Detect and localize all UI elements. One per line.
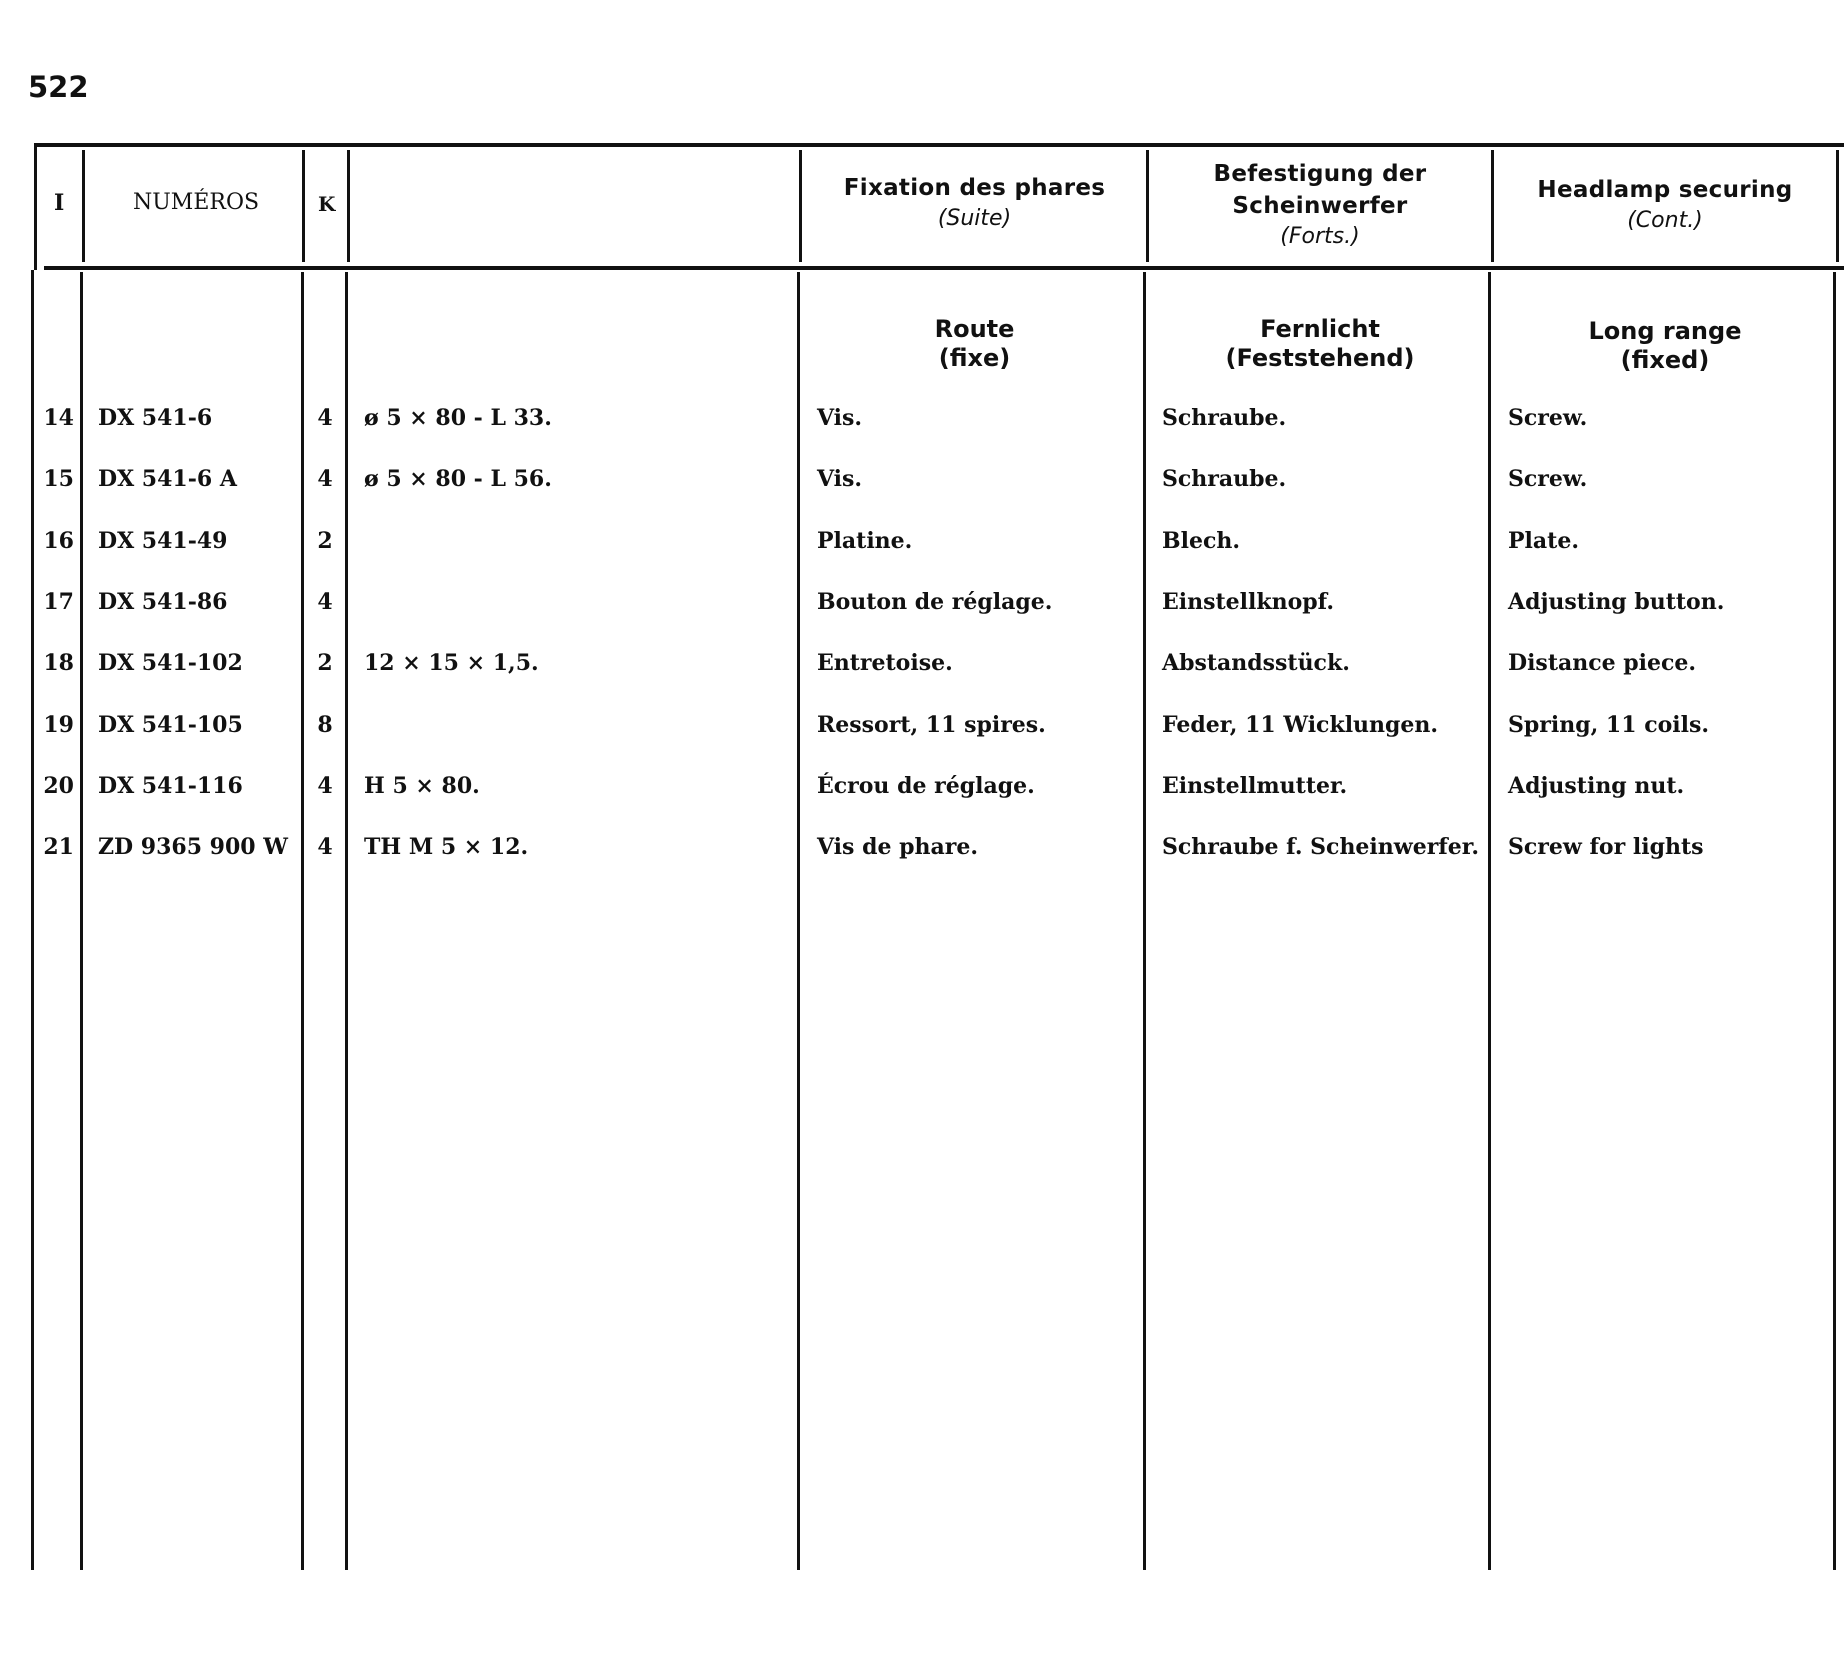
column-rule <box>1143 272 1146 1570</box>
row-quantity: 4 <box>317 773 333 799</box>
row-ref: 20 <box>43 773 74 799</box>
row-desc-german: Schraube. <box>1162 466 1287 492</box>
column-rule <box>345 272 348 1570</box>
header-bottom-rule <box>44 266 1844 270</box>
row-desc-english: Screw. <box>1508 405 1588 431</box>
header-french-subtitle: (Suite) <box>937 206 1012 231</box>
column-rule <box>799 150 802 262</box>
row-spec: 12 × 15 × 1,5. <box>364 650 539 676</box>
row-quantity: 4 <box>317 834 333 860</box>
section-french-line1: Route <box>934 315 1015 343</box>
row-ref: 15 <box>43 466 74 492</box>
row-spec: ø 5 × 80 - L 56. <box>364 466 552 492</box>
row-desc-german: Abstandsstück. <box>1162 650 1350 676</box>
header-english-title: Headlamp securing <box>1537 177 1793 203</box>
section-english <box>1494 317 1836 375</box>
row-part-number: DX 541-6 A <box>98 466 237 492</box>
row-desc-french: Ressort, 11 spires. <box>817 712 1046 738</box>
header-french <box>803 172 1146 234</box>
row-desc-german: Einstellknopf. <box>1162 589 1335 615</box>
section-french-line2: (fixe) <box>938 344 1011 372</box>
row-desc-french: Vis. <box>817 466 863 492</box>
header-col-k: K <box>318 192 336 216</box>
row-part-number: DX 541-116 <box>98 773 243 799</box>
row-spec: TH M 5 × 12. <box>364 834 529 860</box>
section-german-line2: (Feststehend) <box>1225 344 1415 372</box>
column-rule <box>1488 272 1491 1570</box>
row-part-number: DX 541-102 <box>98 650 243 676</box>
row-quantity: 2 <box>317 650 333 676</box>
row-ref: 21 <box>43 834 74 860</box>
row-desc-french: Bouton de réglage. <box>817 589 1053 615</box>
row-ref: 16 <box>43 528 74 554</box>
column-rule <box>82 150 85 262</box>
row-desc-english: Adjusting button. <box>1508 589 1725 615</box>
column-rule <box>34 143 37 270</box>
header-french-title: Fixation des phares <box>843 175 1106 201</box>
header-top-rule <box>34 143 1844 147</box>
row-quantity: 4 <box>317 466 333 492</box>
row-ref: 19 <box>43 712 74 738</box>
header-col-numeros: NUMÉROS <box>133 190 260 215</box>
column-rule <box>1833 272 1836 1570</box>
row-ref: 17 <box>43 589 74 615</box>
header-german <box>1149 158 1491 252</box>
row-desc-english: Screw. <box>1508 466 1588 492</box>
row-spec: ø 5 × 80 - L 33. <box>364 405 552 431</box>
section-french <box>803 315 1146 373</box>
column-rule <box>80 272 83 1570</box>
row-desc-english: Adjusting nut. <box>1508 773 1685 799</box>
row-quantity: 4 <box>317 589 333 615</box>
header-col-i: I <box>54 190 65 216</box>
header-german-subtitle: (Forts.) <box>1280 224 1360 249</box>
row-desc-german: Schraube. <box>1162 405 1287 431</box>
column-rule <box>797 272 800 1570</box>
row-ref: 14 <box>43 405 74 431</box>
row-desc-french: Platine. <box>817 528 913 554</box>
section-german-line1: Fernlicht <box>1260 315 1380 343</box>
column-rule <box>302 150 305 262</box>
header-german-title-line1: Befestigung der <box>1213 161 1427 187</box>
column-rule <box>301 272 304 1570</box>
header-english <box>1494 174 1836 236</box>
row-desc-french: Entretoise. <box>817 650 953 676</box>
row-spec: H 5 × 80. <box>364 773 480 799</box>
row-quantity: 8 <box>317 712 333 738</box>
row-ref: 18 <box>43 650 74 676</box>
row-part-number: ZD 9365 900 W <box>98 834 288 860</box>
section-german <box>1149 315 1491 373</box>
row-desc-german: Einstellmutter. <box>1162 773 1348 799</box>
row-part-number: DX 541-105 <box>98 712 243 738</box>
header-german-title-line2: Scheinwerfer <box>1232 193 1408 219</box>
row-desc-english: Plate. <box>1508 528 1579 554</box>
row-quantity: 2 <box>317 528 333 554</box>
row-part-number: DX 541-6 <box>98 405 213 431</box>
column-rule <box>1836 150 1839 262</box>
row-part-number: DX 541-86 <box>98 589 228 615</box>
row-part-number: DX 541-49 <box>98 528 228 554</box>
row-desc-french: Vis de phare. <box>817 834 979 860</box>
row-desc-german: Blech. <box>1162 528 1240 554</box>
column-rule <box>31 270 34 1570</box>
row-quantity: 4 <box>317 405 333 431</box>
row-desc-english: Screw for lights <box>1508 834 1704 860</box>
row-desc-german: Feder, 11 Wicklungen. <box>1162 712 1439 738</box>
page-number: 522 <box>28 70 89 104</box>
row-desc-german: Schraube f. Scheinwerfer. <box>1162 834 1480 860</box>
section-english-line1: Long range <box>1588 317 1742 345</box>
section-english-line2: (fixed) <box>1620 346 1710 374</box>
column-rule <box>347 150 350 262</box>
header-english-subtitle: (Cont.) <box>1627 208 1703 233</box>
row-desc-english: Spring, 11 coils. <box>1508 712 1710 738</box>
row-desc-french: Écrou de réglage. <box>817 773 1035 799</box>
row-desc-french: Vis. <box>817 405 863 431</box>
row-desc-english: Distance piece. <box>1508 650 1697 676</box>
